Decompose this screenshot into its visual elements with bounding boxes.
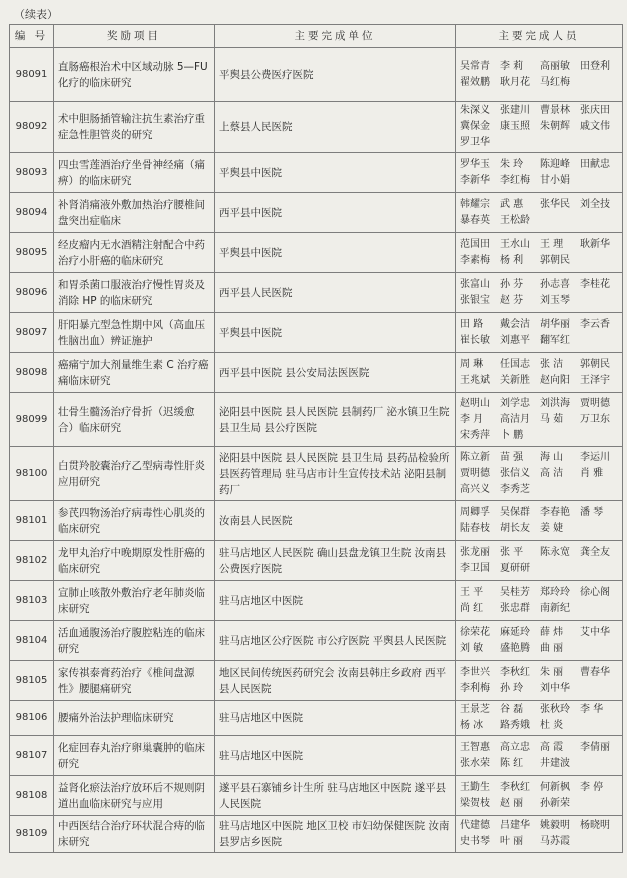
award-unit: 平舆县中医院 <box>215 313 456 353</box>
person-name: 贾明德 <box>460 467 490 479</box>
person-name: 张建川 <box>500 105 530 116</box>
person-name <box>580 428 618 444</box>
award-project: 腰痛外治法护理临床研究 <box>54 701 215 736</box>
person-name: 姚毅明 <box>540 820 570 831</box>
award-project: 癌痛宁加大剂量维生素 C 治疗癌痛临床研究 <box>54 353 215 393</box>
table-row <box>10 102 623 153</box>
person-name: 暴春英 <box>460 214 490 226</box>
person-name <box>580 601 618 617</box>
person-name: 张忠群 <box>500 602 530 614</box>
award-project: 和胃杀菌口服液治疗慢性胃炎及消除 HP 的临床研究 <box>54 273 215 313</box>
person-name <box>580 75 618 91</box>
award-unit: 西平县中医院 <box>215 193 456 233</box>
person-name: 甘小娟 <box>540 174 570 186</box>
award-number: 98107 <box>10 736 54 776</box>
award-unit: 驻马店地区中医院 地区卫校 市妇幼保健医院 汝南县罗店乡医院 <box>215 816 456 853</box>
person-name: 苗 强 <box>500 451 524 463</box>
person-name: 张富山 <box>460 278 490 290</box>
person-name <box>580 333 618 349</box>
award-project: 白贯羚胶囊治疗乙型病毒性肝炎应用研究 <box>54 447 215 501</box>
person-name: 代建德 <box>460 820 490 831</box>
person-name: 史书琴 <box>460 836 490 847</box>
person-name: 叶 丽 <box>500 836 524 847</box>
award-number: 98097 <box>10 313 54 353</box>
award-number: 98102 <box>10 541 54 581</box>
person-name: 刘惠平 <box>500 334 530 346</box>
person-name: 李新华 <box>460 174 490 186</box>
person-name: 王泽宇 <box>580 374 610 386</box>
person-name: 张信义 <box>500 467 530 479</box>
award-people <box>456 102 623 153</box>
award-project: 直肠癌根治术中区域动脉 5—FU 化疗的临床研究 <box>54 48 215 102</box>
person-name: 康玉照 <box>500 121 530 132</box>
person-name: 曹春华 <box>580 666 610 678</box>
award-people <box>456 353 623 393</box>
person-name <box>580 521 618 537</box>
person-name <box>580 482 618 498</box>
person-name: 耿新华 <box>580 238 610 250</box>
person-name: 马 茹 <box>540 413 564 425</box>
award-number: 98098 <box>10 353 54 393</box>
person-name: 张 洁 <box>540 358 564 370</box>
award-number: 98109 <box>10 816 54 853</box>
person-name: 王水山 <box>500 238 530 250</box>
person-name: 戴会洁 <box>500 318 530 330</box>
table-row <box>10 541 623 581</box>
person-name: 王勤生 <box>460 781 490 793</box>
award-number: 98093 <box>10 153 54 193</box>
award-people <box>456 581 623 621</box>
person-name: 李春艳 <box>540 506 570 518</box>
person-name: 杨 冰 <box>460 720 484 731</box>
award-project: 补肾消痛液外敷加热治疗腰椎间盘突出症临床 <box>54 193 215 233</box>
award-unit: 地区民间传统医药研究会 汝南县韩庄乡政府 西平县人民医院 <box>215 661 456 701</box>
header-project: 奖励项目 <box>54 25 215 48</box>
person-name: 潘 琴 <box>580 506 604 518</box>
award-number: 98101 <box>10 501 54 541</box>
person-name: 赵向阳 <box>540 374 570 386</box>
person-name: 李运川 <box>580 451 610 463</box>
award-people <box>456 501 623 541</box>
person-name: 杨 利 <box>500 254 524 266</box>
award-number: 98104 <box>10 621 54 661</box>
table-row <box>10 153 623 193</box>
person-name: 杜 炎 <box>540 720 564 731</box>
table-row <box>10 581 623 621</box>
person-name: 路秀娥 <box>500 720 530 731</box>
person-name: 王兆斌 <box>460 374 490 386</box>
person-name: 周 琳 <box>460 358 484 370</box>
person-name <box>540 428 578 444</box>
person-name: 李桂花 <box>580 278 610 290</box>
person-name: 夏研研 <box>500 562 530 574</box>
person-name <box>580 135 618 151</box>
person-name: 盛艳腾 <box>500 642 530 654</box>
person-name: 翟效鹏 <box>460 76 490 88</box>
person-name: 李世兴 <box>460 666 490 678</box>
person-name: 高立忠 <box>500 741 530 753</box>
award-unit: 平舆县中医院 <box>215 153 456 193</box>
person-name: 王 平 <box>460 586 484 598</box>
award-people <box>456 273 623 313</box>
person-name: 李秋红 <box>500 666 530 678</box>
person-name: 杨晓明 <box>580 820 610 831</box>
person-name: 李卫国 <box>460 562 490 574</box>
award-people <box>456 661 623 701</box>
person-name: 李倩丽 <box>580 741 610 753</box>
table-row <box>10 447 623 501</box>
person-name: 高兴义 <box>460 483 490 495</box>
award-project: 壮骨生髓汤治疗骨折（迟缓愈合）临床研究 <box>54 393 215 447</box>
table-header-row <box>10 25 623 48</box>
person-name: 贾明德 <box>580 397 610 409</box>
person-name: 高 洁 <box>540 467 564 479</box>
table-row <box>10 776 623 816</box>
person-name: 龚全友 <box>580 546 610 558</box>
person-name <box>540 561 578 577</box>
person-name: 张 平 <box>500 546 524 558</box>
person-name <box>580 293 618 309</box>
table-row <box>10 393 623 447</box>
award-people <box>456 701 623 736</box>
person-name: 何新枫 <box>540 781 570 793</box>
person-name: 刘玉琴 <box>540 294 570 306</box>
person-name: 姜 婕 <box>540 522 564 534</box>
table-row <box>10 501 623 541</box>
person-name: 王智惠 <box>460 741 490 753</box>
person-name: 马苏霞 <box>540 836 570 847</box>
award-people <box>456 193 623 233</box>
person-name: 刘中华 <box>540 682 570 694</box>
award-people <box>456 153 623 193</box>
person-name: 朱朝辉 <box>540 121 570 132</box>
award-number: 98096 <box>10 273 54 313</box>
continued-label: （续表） <box>14 8 58 21</box>
person-name: 李 莉 <box>500 60 524 72</box>
person-name: 罗华玉 <box>460 158 490 170</box>
award-unit: 平舆县公费医疗医院 <box>215 48 456 102</box>
person-name: 谷 磊 <box>500 704 524 715</box>
award-unit: 汝南县人民医院 <box>215 501 456 541</box>
person-name <box>580 681 618 697</box>
person-name: 陈永宽 <box>540 546 570 558</box>
person-name: 张庆田 <box>580 105 610 116</box>
award-number: 98108 <box>10 776 54 816</box>
award-project: 益肾化瘀法治疗放环后不规则阴道出血临床研究与应用 <box>54 776 215 816</box>
table-row <box>10 661 623 701</box>
person-name: 王景芝 <box>460 704 490 715</box>
table-row <box>10 701 623 736</box>
person-name: 卜 鹏 <box>500 429 524 441</box>
person-name: 孙志喜 <box>540 278 570 290</box>
person-name: 万卫东 <box>580 413 610 425</box>
award-unit: 上蔡县人民医院 <box>215 102 456 153</box>
person-name: 宋秀萍 <box>460 429 490 441</box>
person-name <box>540 213 578 229</box>
person-name: 高洁月 <box>500 413 530 425</box>
award-number: 98105 <box>10 661 54 701</box>
award-project: 化症回春丸治疗卵巢囊肿的临床研究 <box>54 736 215 776</box>
table-row <box>10 48 623 102</box>
person-name: 曹景林 <box>540 105 570 116</box>
award-number: 98103 <box>10 581 54 621</box>
person-name: 高丽敏 <box>540 60 570 72</box>
person-name <box>500 135 538 151</box>
person-name: 薛 炜 <box>540 626 564 638</box>
table-body <box>10 48 623 853</box>
person-name: 田献忠 <box>580 158 610 170</box>
person-name <box>580 561 618 577</box>
person-name: 郑玲玲 <box>540 586 570 598</box>
person-name: 井建波 <box>540 757 570 769</box>
person-name: 朱深义 <box>460 105 490 116</box>
award-number: 98106 <box>10 701 54 736</box>
award-unit: 泌阳县中医院 县人民医院 县卫生局 县药品检验所 县医药管理局 驻马店市计生宣传技术站 泌阳县制药厂 <box>215 447 456 501</box>
person-name: 尚 红 <box>460 602 484 614</box>
award-project: 肝阳暴亢型急性期中风（高血压性脑出血）辨证施护 <box>54 313 215 353</box>
person-name: 赵明山 <box>460 397 490 409</box>
person-name: 张秋玲 <box>540 704 570 715</box>
table-row <box>10 273 623 313</box>
award-number: 98100 <box>10 447 54 501</box>
person-name: 戚文伟 <box>580 121 610 132</box>
person-name: 周卿孚 <box>460 506 490 518</box>
table-row <box>10 353 623 393</box>
person-name: 梁贺枝 <box>460 797 490 809</box>
award-people <box>456 776 623 816</box>
award-project: 术中胆肠插管输注抗生素治疗重症急性胆管炎的研究 <box>54 102 215 153</box>
person-name: 胡华丽 <box>540 318 570 330</box>
person-name: 胡长友 <box>500 522 530 534</box>
award-project: 活血通腹汤治疗腹腔粘连的临床研究 <box>54 621 215 661</box>
person-name: 刘全技 <box>580 198 610 210</box>
table-row <box>10 313 623 353</box>
award-unit: 驻马店地区公疗医院 市公疗医院 平舆县人民医院 <box>215 621 456 661</box>
person-name: 武 惠 <box>500 198 524 210</box>
person-name: 赵 丽 <box>500 797 524 809</box>
award-people <box>456 393 623 447</box>
person-name: 张水荣 <box>460 757 490 769</box>
award-project: 宣肺止咳散外敷治疗老年肺炎临床研究 <box>54 581 215 621</box>
award-people <box>456 233 623 273</box>
person-name: 李素梅 <box>460 254 490 266</box>
award-number: 98092 <box>10 102 54 153</box>
person-name: 陈立新 <box>460 451 490 463</box>
award-project: 经皮瘤内无水酒精注射配合中药治疗小肝癌的临床研究 <box>54 233 215 273</box>
person-name <box>580 718 618 734</box>
award-unit: 驻马店地区中医院 <box>215 701 456 736</box>
person-name <box>580 213 618 229</box>
person-name: 张龙丽 <box>460 546 490 558</box>
awards-table <box>9 24 623 853</box>
person-name: 刘洪海 <box>540 397 570 409</box>
award-unit: 西平县人民医院 <box>215 273 456 313</box>
person-name: 吴桂芳 <box>500 586 530 598</box>
person-name: 肖 雅 <box>580 467 604 479</box>
person-name: 李 月 <box>460 413 484 425</box>
person-name: 孙 玲 <box>500 682 524 694</box>
header-people: 主要完成人员 <box>456 25 623 48</box>
person-name: 麻延玲 <box>500 626 530 638</box>
award-project: 参芪四物汤治疗病毒性心肌炎的临床研究 <box>54 501 215 541</box>
award-number: 98094 <box>10 193 54 233</box>
person-name: 刘学忠 <box>500 397 530 409</box>
person-name: 徐心阁 <box>580 586 610 598</box>
person-name: 徐荣花 <box>460 626 490 638</box>
person-name: 王 理 <box>540 238 564 250</box>
person-name: 吴保群 <box>500 506 530 518</box>
person-name: 李利梅 <box>460 682 490 694</box>
person-name: 范国田 <box>460 238 490 250</box>
award-project: 中西医结合治疗环状混合痔的临床研究 <box>54 816 215 853</box>
person-name: 张华民 <box>540 198 570 210</box>
person-name: 李云香 <box>580 318 610 330</box>
person-name: 南新纪 <box>540 602 570 614</box>
person-name: 田 路 <box>460 318 484 330</box>
award-project: 四虫雪莲酒治疗坐骨神经痛（痛痹）的临床研究 <box>54 153 215 193</box>
table-row <box>10 233 623 273</box>
person-name: 关新胜 <box>500 374 530 386</box>
award-unit: 驻马店地区人民医院 确山县盘龙镇卫生院 汝南县公费医疗医院 <box>215 541 456 581</box>
award-unit: 遂平县石寨铺乡计生所 驻马店地区中医院 遂平县人民医院 <box>215 776 456 816</box>
person-name: 任国志 <box>500 358 530 370</box>
person-name: 王松龄 <box>500 214 530 226</box>
person-name: 曲 丽 <box>540 642 564 654</box>
award-unit: 西平县中医院 县公安局法医医院 <box>215 353 456 393</box>
award-people <box>456 541 623 581</box>
person-name <box>540 482 578 498</box>
person-name: 朱 丽 <box>540 666 564 678</box>
person-name: 李红梅 <box>500 174 530 186</box>
person-name <box>580 834 618 850</box>
person-name: 朱 玲 <box>500 158 524 170</box>
person-name <box>580 796 618 812</box>
table-row <box>10 621 623 661</box>
person-name: 吕建华 <box>500 820 530 831</box>
award-unit: 驻马店地区中医院 <box>215 736 456 776</box>
person-name: 崔长敏 <box>460 334 490 346</box>
person-name: 田登利 <box>580 60 610 72</box>
table-row <box>10 736 623 776</box>
person-name: 翻军红 <box>540 334 570 346</box>
header-unit: 主要完成单位 <box>215 25 456 48</box>
person-name: 吴常青 <box>460 60 490 72</box>
person-name: 冀保金 <box>460 121 490 132</box>
person-name: 罗卫华 <box>460 137 490 148</box>
person-name: 陈迎峰 <box>540 158 570 170</box>
person-name <box>580 173 618 189</box>
table-row <box>10 193 623 233</box>
person-name: 艾中华 <box>580 626 610 638</box>
person-name <box>540 135 578 151</box>
person-name: 李 停 <box>580 781 604 793</box>
person-name <box>580 756 618 772</box>
person-name: 马红梅 <box>540 76 570 88</box>
person-name: 郭朝民 <box>580 358 610 370</box>
award-number: 98095 <box>10 233 54 273</box>
person-name: 高 霞 <box>540 741 564 753</box>
person-name: 孙新荣 <box>540 797 570 809</box>
award-unit: 驻马店地区中医院 <box>215 581 456 621</box>
award-people <box>456 736 623 776</box>
person-name: 李秀芝 <box>500 483 530 495</box>
award-people <box>456 48 623 102</box>
person-name: 李秋红 <box>500 781 530 793</box>
person-name: 刘 敏 <box>460 642 484 654</box>
person-name: 海 山 <box>540 451 564 463</box>
person-name: 韩耀宗 <box>460 198 490 210</box>
award-people <box>456 816 623 853</box>
award-project: 家传祺泰膏药治疗《椎间盘源性》腰腿痛研究 <box>54 661 215 701</box>
award-people <box>456 313 623 353</box>
person-name: 孙 芬 <box>500 278 524 290</box>
award-unit: 泌阳县中医院 县人民医院 县制药厂 泌水镇卫生院 县卫生局 县公疗医院 <box>215 393 456 447</box>
person-name: 陆春枝 <box>460 522 490 534</box>
award-project: 龙甲丸治疗中晚期原发性肝癌的临床研究 <box>54 541 215 581</box>
person-name: 李 华 <box>580 704 604 715</box>
award-people <box>456 621 623 661</box>
person-name <box>580 641 618 657</box>
person-name: 张银宝 <box>460 294 490 306</box>
award-number: 98091 <box>10 48 54 102</box>
header-number: 编 号 <box>10 25 54 48</box>
table-row <box>10 816 623 853</box>
person-name <box>580 253 618 269</box>
award-unit: 平舆县中医院 <box>215 233 456 273</box>
award-number: 98099 <box>10 393 54 447</box>
person-name: 赵 芬 <box>500 294 524 306</box>
person-name: 陈 红 <box>500 757 524 769</box>
person-name: 耿月花 <box>500 76 530 88</box>
award-people <box>456 447 623 501</box>
person-name: 郭朝民 <box>540 254 570 266</box>
